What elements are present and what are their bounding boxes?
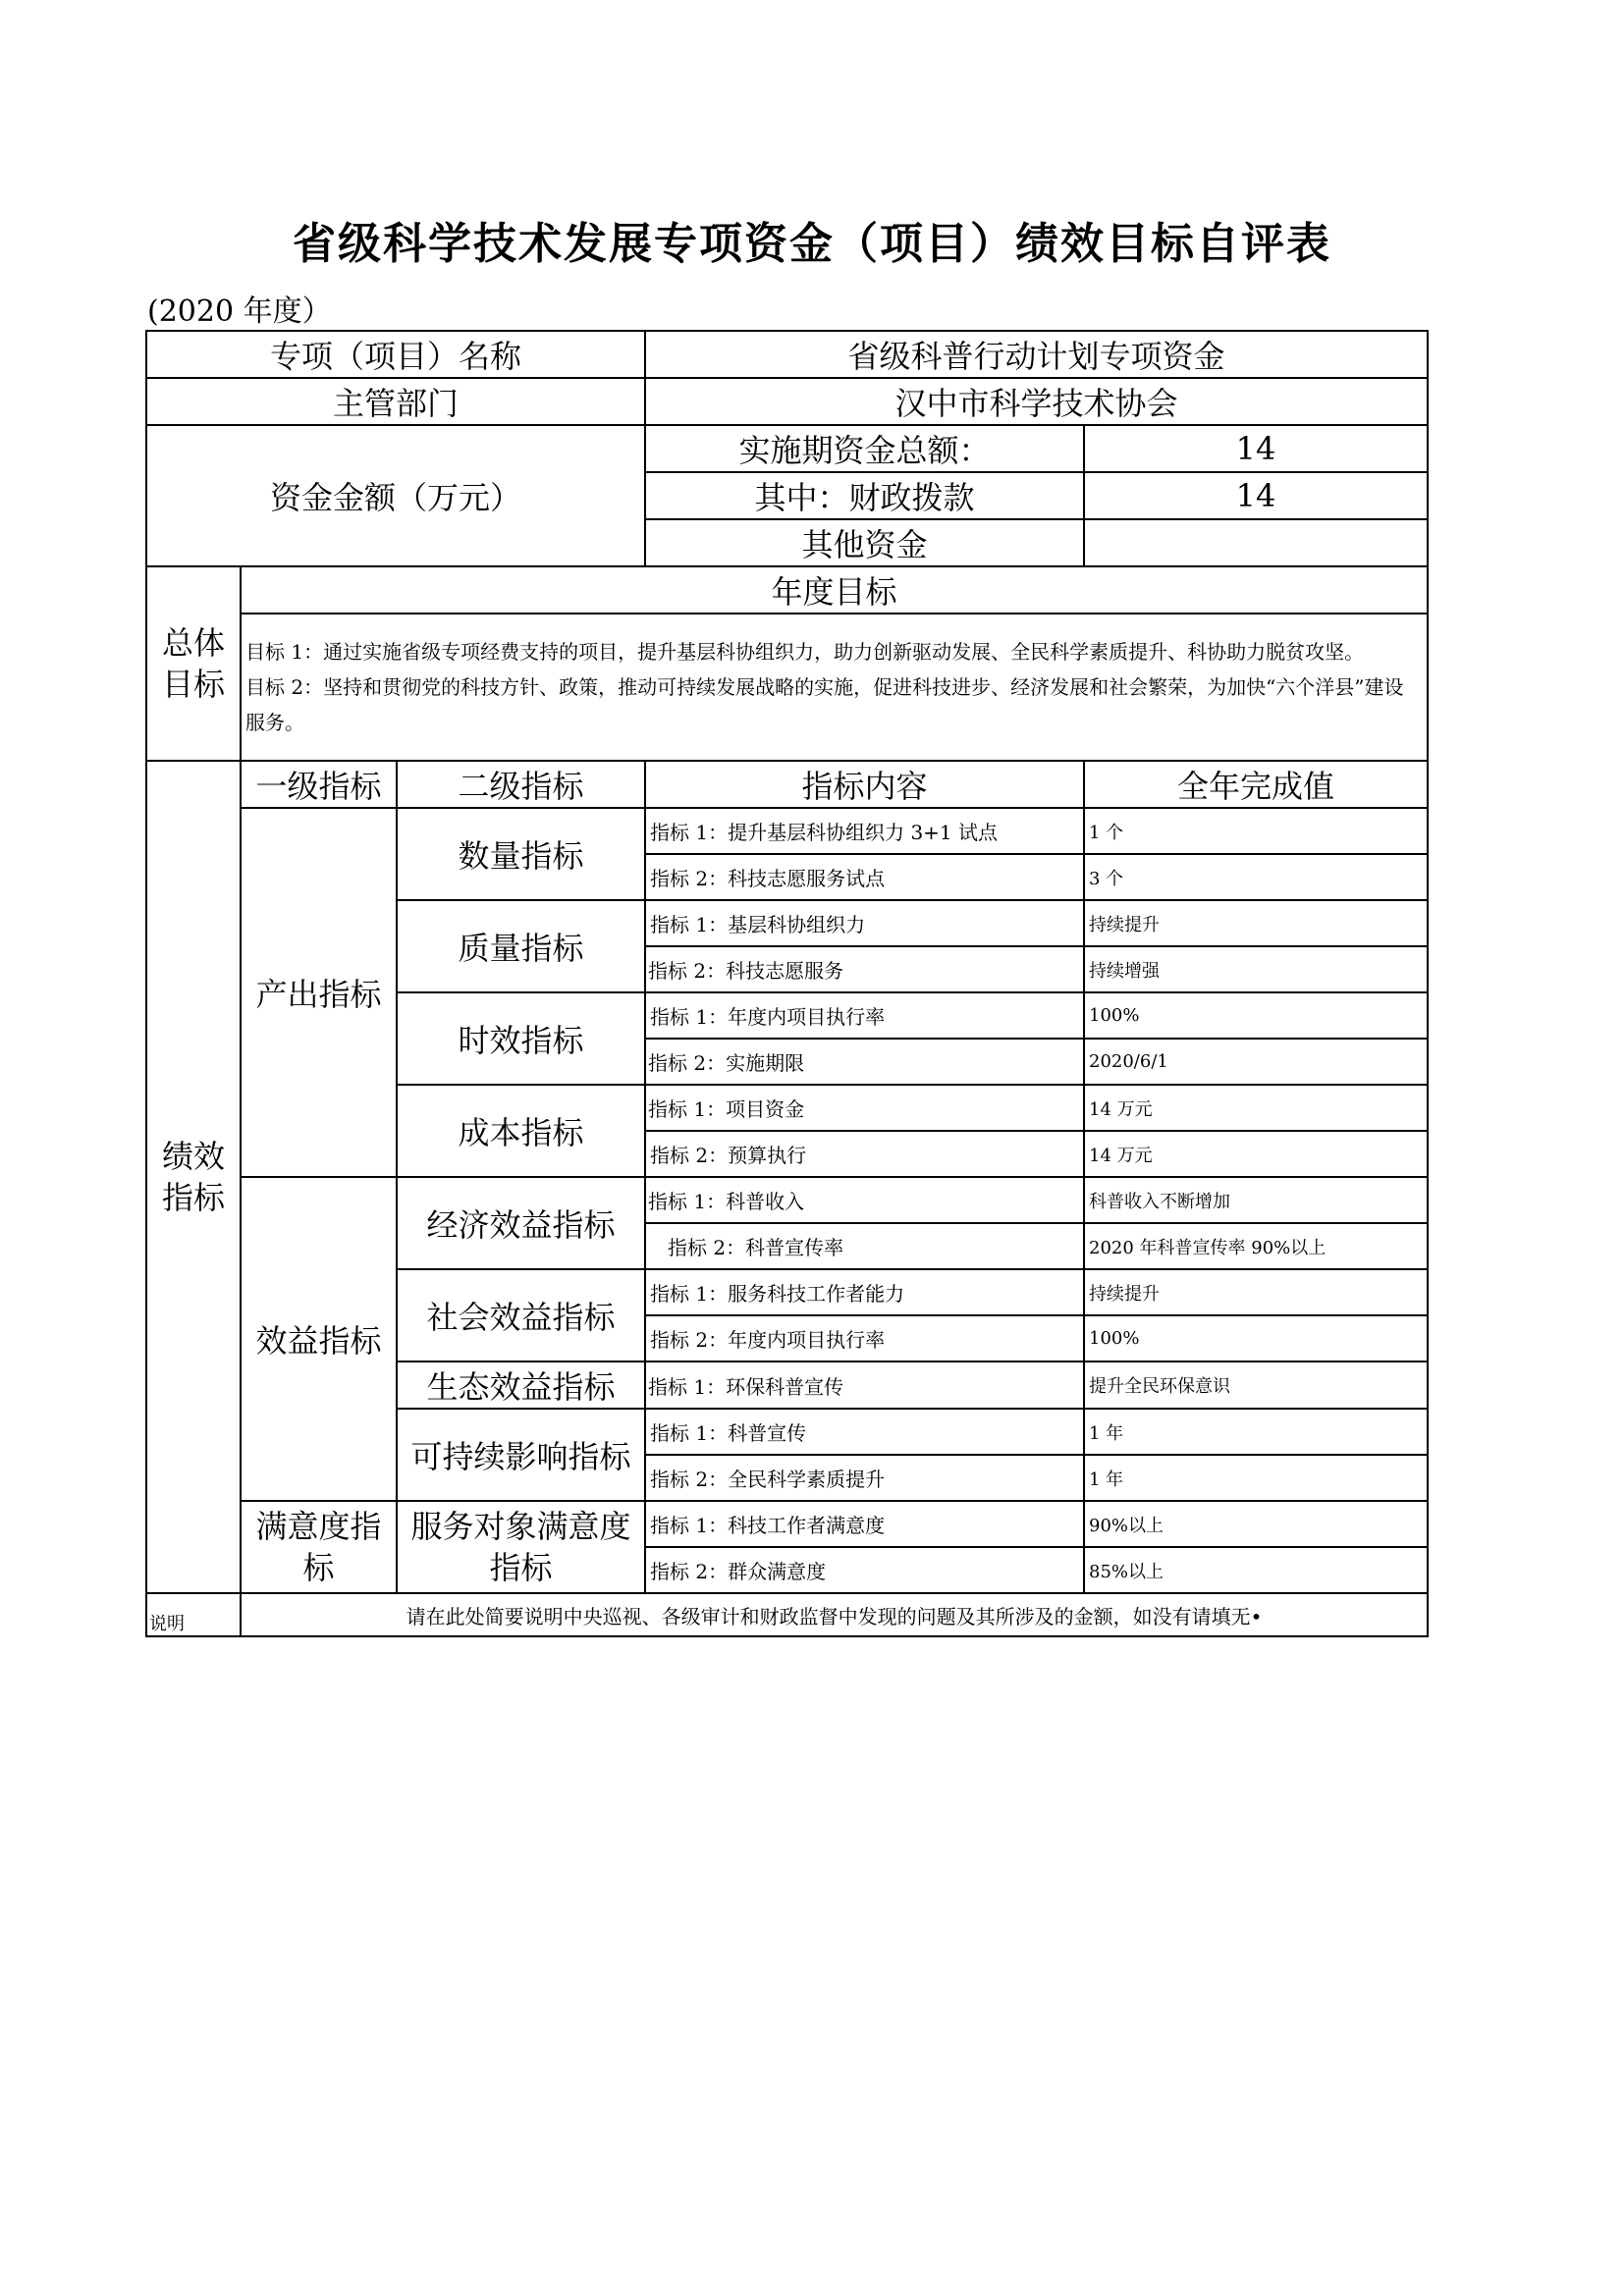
table-row [146, 1501, 1428, 1547]
performance-label: 绩效指标 [146, 761, 241, 1593]
quality-indicator-label: 质量指标 [397, 900, 645, 992]
table-row [146, 808, 1428, 854]
funds-other-value [1084, 519, 1428, 566]
indicator-content: 指标 1：科技工作者满意度 [645, 1501, 1084, 1547]
ecological-indicator-label: 生态效益指标 [397, 1362, 645, 1409]
header-content: 指标内容 [645, 761, 1084, 808]
economic-indicator-label: 经济效益指标 [397, 1177, 645, 1269]
note-label: 说明 [146, 1593, 241, 1636]
indicator-content: 指标 1：年度内项目执行率 [645, 992, 1084, 1039]
service-satisfaction-label: 服务对象满意度指标 [397, 1501, 645, 1593]
indicator-content: 指标 1：项目资金 [645, 1085, 1084, 1131]
goal-2-text: 目标 2：坚持和贯彻党的科技方针、政策，推动可持续发展战略的实施，促进科技进步、经济发展和社会繁荣，为加快“六个洋县”建设服务。 [245, 675, 1404, 734]
indicator-value: 持续增强 [1084, 946, 1428, 992]
indicator-value: 85%以上 [1084, 1547, 1428, 1593]
indicator-value: 持续提升 [1084, 1269, 1428, 1315]
document-title: 省级科学技术发展专项资金（项目）绩效目标自评表 [293, 219, 1331, 269]
timeliness-indicator-label: 时效指标 [397, 992, 645, 1085]
indicator-content: 指标 2：科技志愿服务 [645, 946, 1084, 992]
year-label: (2020 年度） [147, 294, 332, 329]
indicator-content: 指标 2：实施期限 [645, 1039, 1084, 1085]
header-level1: 一级指标 [241, 761, 397, 808]
annual-goal-label: 年度目标 [241, 566, 1428, 614]
header-level2: 二级指标 [397, 761, 645, 808]
indicator-content: 指标 2：年度内项目执行率 [645, 1315, 1084, 1362]
indicator-content: 指标 2：全民科学素质提升 [645, 1455, 1084, 1501]
funds-fiscal-value: 14 [1084, 472, 1428, 519]
indicator-value: 14 万元 [1084, 1085, 1428, 1131]
indicator-content: 指标 2：预算执行 [645, 1131, 1084, 1177]
indicator-content: 指标 1：环保科普宣传 [645, 1362, 1084, 1409]
indicator-content: 指标 1：科普宣传 [645, 1409, 1084, 1455]
indicator-value: 14 万元 [1084, 1131, 1428, 1177]
note-text: 请在此处简要说明中央巡视、各级审计和财政监督中发现的问题及其所涉及的金额，如没有请填无• [241, 1593, 1428, 1636]
department-row [146, 378, 1428, 425]
output-indicator-label: 产出指标 [241, 808, 397, 1177]
project-name-label: 专项（项目）名称 [146, 331, 645, 378]
performance-header-row [146, 761, 1428, 808]
indicator-value: 90%以上 [1084, 1501, 1428, 1547]
goal-1-text: 目标 1：通过实施省级专项经费支持的项目，提升基层科协组织力，助力创新驱动发展、全民科学素质提升、科协助力脱贫攻坚。 [245, 640, 1365, 664]
indicator-content: 指标 1：科普收入 [645, 1177, 1084, 1223]
indicator-value: 100% [1084, 992, 1428, 1039]
sustainable-indicator-label: 可持续影响指标 [397, 1409, 645, 1501]
quantity-indicator-label: 数量指标 [397, 808, 645, 900]
funds-total-value: 14 [1084, 425, 1428, 472]
indicator-content: 指标 1：提升基层科协组织力 3+1 试点 [645, 808, 1084, 854]
evaluation-table [145, 330, 1429, 1637]
indicator-value: 持续提升 [1084, 900, 1428, 946]
indicator-value: 2020 年科普宣传率 90%以上 [1084, 1223, 1428, 1269]
indicator-content: 指标 2：科技志愿服务试点 [645, 854, 1084, 900]
project-name-row [146, 331, 1428, 378]
indicator-value: 科普收入不断增加 [1084, 1177, 1428, 1223]
indicator-content: 指标 2：科普宣传率 [645, 1223, 1084, 1269]
cost-indicator-label: 成本指标 [397, 1085, 645, 1177]
indicator-content: 指标 1：服务科技工作者能力 [645, 1269, 1084, 1315]
annual-goal-header-row [146, 566, 1428, 614]
note-row [146, 1593, 1428, 1636]
indicator-value: 1 年 [1084, 1455, 1428, 1501]
funds-total-label: 实施期资金总额： [645, 425, 1084, 472]
indicator-value: 100% [1084, 1315, 1428, 1362]
annual-goal-content [241, 614, 1428, 761]
project-name-value: 省级科普行动计划专项资金 [645, 331, 1428, 378]
satisfaction-indicator-label: 满意度指标 [241, 1501, 397, 1593]
indicator-value: 2020/6/1 [1084, 1039, 1428, 1085]
social-indicator-label: 社会效益指标 [397, 1269, 645, 1362]
indicator-value: 3 个 [1084, 854, 1428, 900]
overall-goal-label: 总体目标 [146, 566, 241, 761]
indicator-content: 指标 2：群众满意度 [645, 1547, 1084, 1593]
department-label: 主管部门 [146, 378, 645, 425]
benefit-indicator-label: 效益指标 [241, 1177, 397, 1501]
indicator-value: 1 年 [1084, 1409, 1428, 1455]
funds-fiscal-label: 其中：财政拨款 [645, 472, 1084, 519]
header-value: 全年完成值 [1084, 761, 1428, 808]
funds-label: 资金金额（万元） [146, 425, 645, 566]
funds-other-label: 其他资金 [645, 519, 1084, 566]
funds-total-row [146, 425, 1428, 472]
indicator-value: 提升全民环保意识 [1084, 1362, 1428, 1409]
department-value: 汉中市科学技术协会 [645, 378, 1428, 425]
indicator-content: 指标 1：基层科协组织力 [645, 900, 1084, 946]
indicator-value: 1 个 [1084, 808, 1428, 854]
table-row [146, 1177, 1428, 1223]
annual-goal-content-row [146, 614, 1428, 761]
